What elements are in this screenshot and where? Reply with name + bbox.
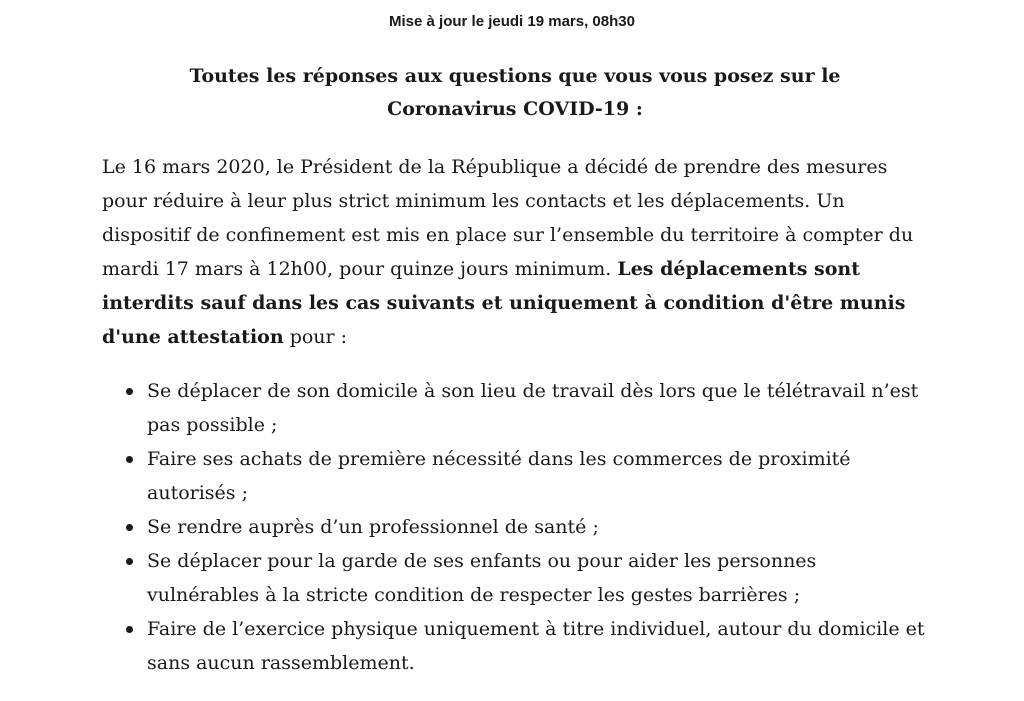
list-item-text: Faire ses achats de première nécessité dans les commerces de proximité autorisés ; <box>147 448 851 504</box>
bullet-icon <box>126 558 133 565</box>
list-item <box>102 544 932 612</box>
bullet-icon <box>126 626 133 633</box>
list-item <box>102 510 932 544</box>
bullet-icon <box>126 388 133 395</box>
list-item <box>102 374 932 442</box>
bullet-icon <box>126 524 133 531</box>
list-item <box>102 442 932 510</box>
list-item-text: Se déplacer pour la garde de ses enfants ou pour aider les personnes vulnérables à la stricte condition de respecter les gestes barrières ; <box>147 550 817 606</box>
page-title <box>100 60 930 126</box>
intro-text: Le 16 mars 2020, le Président de la République a décidé de prendre des mesures pour réduire à leur plus strict minimum les contacts et les déplacements. Un dispositif de confinement est mis en place sur l’ensemble du territoire à compter du mardi 17 mars à 12h00, pour quinze jours minimum. <box>102 156 914 280</box>
authorized-reasons-list <box>102 374 932 680</box>
page-title-line-2: Coronavirus COVID-19 : <box>387 98 643 120</box>
intro-bold-text: Les déplacements sont interdits sauf dans les cas suivants et uniquement à condition d'être munis d'une attestation <box>102 258 906 348</box>
intro-tail-text: pour : <box>289 326 348 348</box>
intro-paragraph <box>102 150 932 354</box>
update-date: Mise à jour le jeudi 19 mars, 08h30 <box>389 13 635 30</box>
bullet-icon <box>126 456 133 463</box>
list-item-text: Se rendre auprès d’un professionnel de santé ; <box>147 516 599 538</box>
list-item-text: Se déplacer de son domicile à son lieu de travail dès lors que le télétravail n’est pas possible ; <box>147 380 919 436</box>
list-item-text: Faire de l’exercice physique uniquement à titre individuel, autour du domicile et sans aucun rassemblement. <box>147 618 925 674</box>
list-item <box>102 612 932 680</box>
page-title-line-1: Toutes les réponses aux questions que vous vous posez sur le <box>189 65 841 87</box>
